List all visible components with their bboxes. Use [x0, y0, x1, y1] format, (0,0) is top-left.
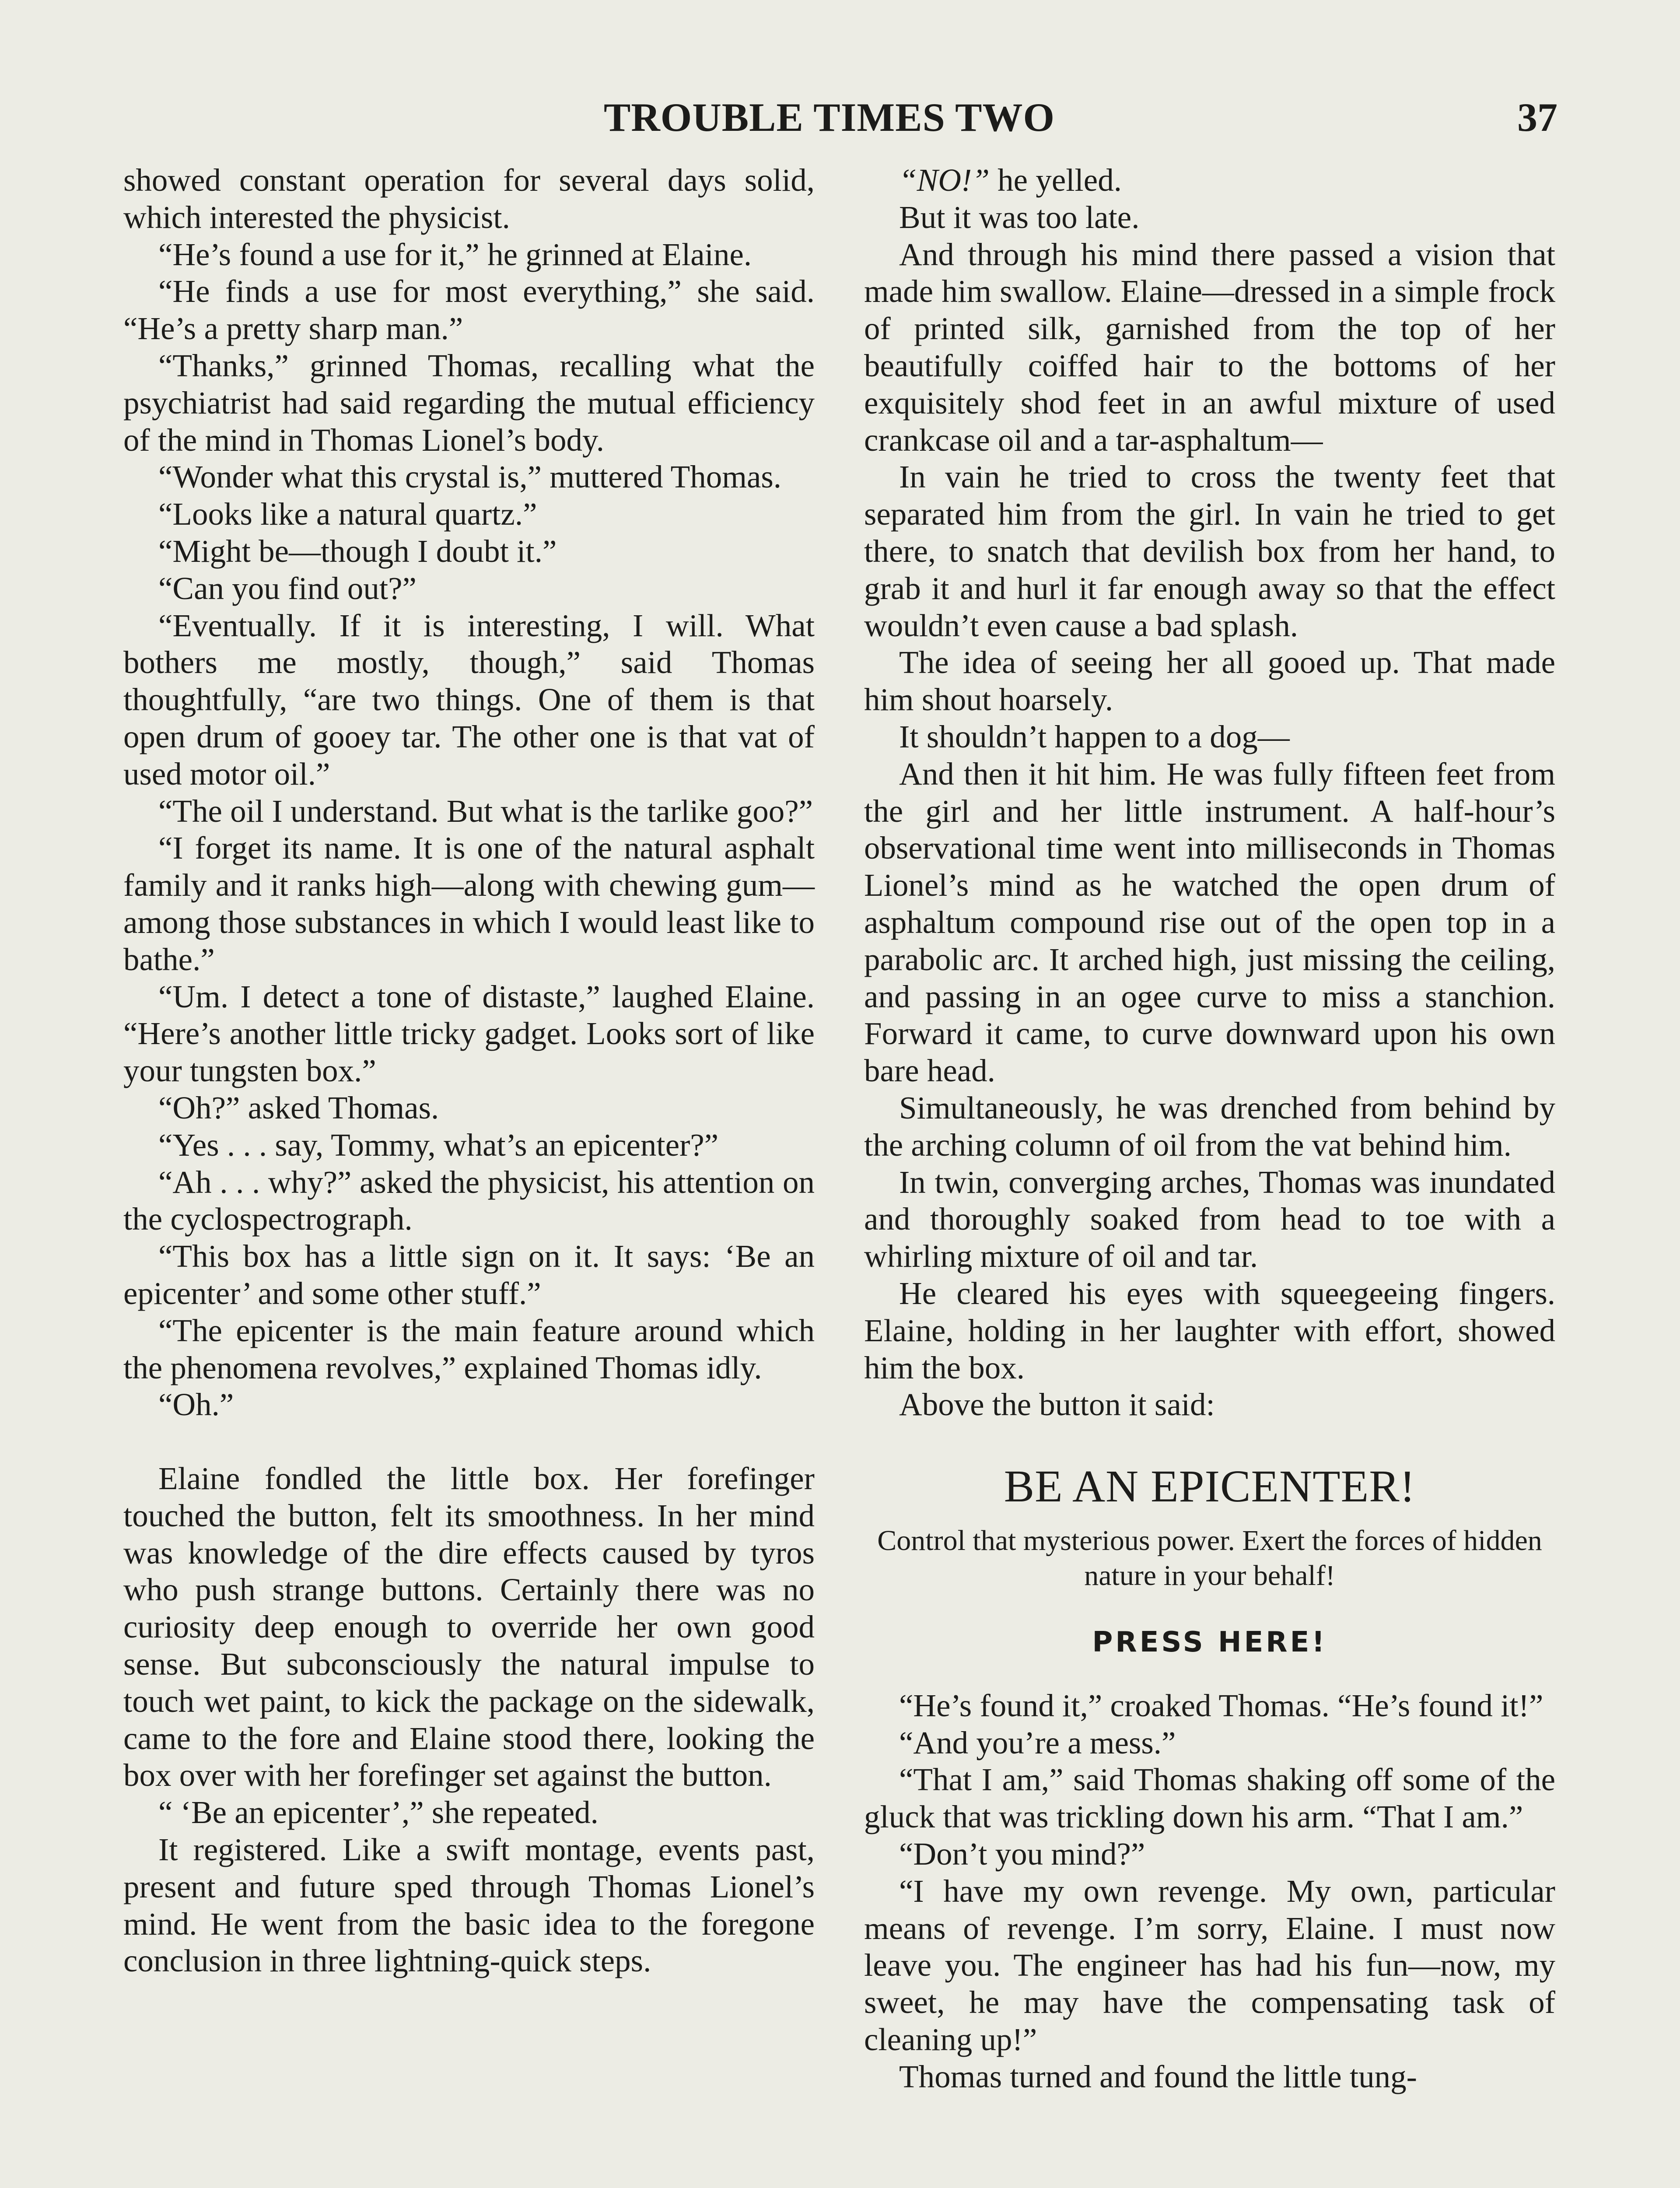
page-header: [122, 94, 1558, 147]
paragraph: “Ah . . . why?” asked the physicist, his attention on the cyclospectrograph.: [123, 1164, 815, 1237]
paragraph: “Yes . . . say, Tommy, what’s an epicenter?”: [158, 1127, 719, 1163]
paragraph: In twin, converging arches, Thomas was inundated and thoroughly soaked from head to toe with a whirling mixture of oil and tar.: [864, 1164, 1555, 1274]
paragraph: “Don’t you mind?”: [899, 1836, 1145, 1872]
paragraph: He cleared his eyes with squeegeeing fingers. Elaine, holding in her laughter with effort, showed him the box.: [864, 1275, 1555, 1385]
paragraph: “He’s found a use for it,” he grinned at Elaine.: [158, 236, 752, 272]
paragraph: showed constant operation for several days solid, which interested the physicist.: [123, 162, 815, 235]
right-column: [864, 162, 1555, 2096]
paragraph: Elaine fondled the little box. Her forefinger touched the button, felt its smoothness. In her mind was knowledge of the dire effects caused by tyros who push strange buttons. Certainly there was no curiosity deep enough to override her own good sense. But subconsciously the natural impulse to touch wet paint, to kick the package on the sidewalk, came to the fore and Elaine stood there, looking the box over with her forefinger set against the button.: [123, 1461, 815, 1793]
paragraph: “That I am,” said Thomas shaking off some of the gluck that was trickling down his arm. “That I am.”: [864, 1762, 1555, 1835]
advert-body: Control that mysterious power. Exert the forces of hidden nature in your behalf!: [877, 1525, 1542, 1592]
paragraph: “He’s found it,” croaked Thomas. “He’s found it!”: [899, 1687, 1544, 1723]
paragraph: But it was too late.: [899, 199, 1140, 235]
paragraph: “Eventually. If it is interesting, I will. What bothers me mostly, though,” said Thomas thoughtfully, “are two things. One of them is that open drum of gooey tar. The other one is that vat of used motor oil.”: [123, 607, 815, 792]
advert-press-here: PRESS HERE!: [1092, 1626, 1327, 1659]
paragraph: “The epicenter is the main feature around which the phenomena revolves,” explained Thomas idly.: [123, 1312, 815, 1385]
paragraph: “Wonder what this crystal is,” muttered Thomas.: [158, 459, 782, 495]
paragraph: Above the button it said:: [899, 1387, 1215, 1423]
paragraph: And then it hit him. He was fully fifteen feet from the girl and her little instrument. A half-hour’s observational time went into milliseconds in Thomas Lionel’s mind as he watched the open drum of asphaltum compound rise out of the open top in a parabolic arc. It arched high, just missing the ceiling, and passing in an ogee curve to miss a stanchion. Forward it came, to curve downward upon his own bare head.: [864, 756, 1555, 1089]
page-number: 37: [1517, 95, 1558, 140]
paragraph: “Looks like a natural quartz.”: [158, 496, 537, 532]
paragraph: “This box has a little sign on it. It says: ‘Be an epicenter’ and some other stuff.”: [123, 1238, 815, 1311]
paragraph: “NO!” he yelled.: [899, 162, 1122, 198]
paragraph: “ ‘Be an epicenter’,” she repeated.: [158, 1795, 598, 1830]
paragraph: “The oil I understand. But what is the tarlike goo?”: [158, 793, 813, 829]
epicenter-advert: [864, 1460, 1555, 1661]
paragraph: “Oh.”: [158, 1387, 234, 1423]
paragraph: “He finds a use for most everything,” she said. “He’s a pretty sharp man.”: [123, 274, 815, 347]
paragraph: “Can you find out?”: [158, 570, 416, 606]
paragraph: “I have my own revenge. My own, particular means of revenge. I’m sorry, Elaine. I must now leave you. The engineer has had his fun—now, my sweet, he may have the compensating task of cleaning up!”: [864, 1873, 1555, 2058]
paragraph: The idea of seeing her all gooed up. That made him shout hoarsely.: [864, 645, 1555, 718]
paragraph: Simultaneously, he was drenched from behind by the arching column of oil from the vat behind him.: [864, 1090, 1555, 1163]
paragraph: “I forget its name. It is one of the natural asphalt family and it ranks high—along with chewing gum—among those substances in which I would least like to bathe.”: [123, 830, 815, 977]
right-column-bottom-text: [864, 1687, 1555, 2096]
left-column: [123, 162, 815, 1980]
advert-title: BE AN EPICENTER!: [1004, 1461, 1416, 1512]
paragraph: And through his mind there passed a vision that made him swallow. Elaine—dressed in a simple frock of printed silk, garnished from the top of her beautifully coiffed hair to the bottoms of her exquisitely shod feet in an awful mixture of used crankcase oil and a tar-asphaltum—: [864, 236, 1555, 458]
running-title: TROUBLE TIMES TWO: [604, 95, 1055, 140]
paragraph: In vain he tried to cross the twenty feet that separated him from the girl. In vain he tried to get there, to snatch that devilish box from her hand, to grab it and hurl it far enough away so that the effect wouldn’t even cause a bad splash.: [864, 459, 1555, 643]
paragraph: “Um. I detect a tone of distaste,” laughed Elaine. “Here’s another little tricky gadget. Looks sort of like your tungsten box.”: [123, 978, 815, 1089]
right-column-top-text: [864, 162, 1555, 1424]
paragraph: Thomas turned and found the little tung-: [899, 2058, 1417, 2094]
paragraph: “And you’re a mess.”: [899, 1725, 1176, 1760]
paragraph: “Might be—though I doubt it.”: [158, 533, 557, 569]
paragraph: It shouldn’t happen to a dog—: [899, 719, 1290, 754]
paragraph: “Oh?” asked Thomas.: [158, 1090, 439, 1126]
paragraph: It registered. Like a swift montage, events past, present and future sped through Thomas Lionel’s mind. He went from the basic idea to the foregone conclusion in three lightning-quick steps.: [123, 1832, 815, 1979]
paragraph: “Thanks,” grinned Thomas, recalling what the psychiatrist had said regarding the mutual efficiency of the mind in Thomas Lionel’s body.: [123, 347, 815, 458]
